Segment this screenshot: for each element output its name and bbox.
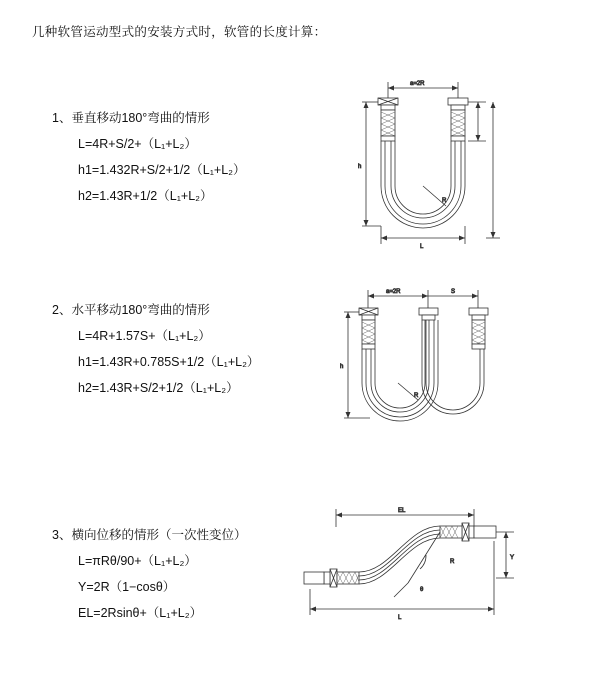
dim-label-a2r-2: a=2R [386, 289, 401, 295]
dim-label-h-2: h [340, 364, 344, 370]
section-2-formula-2: h1=1.43R+0.785S+1/2（L₁+L₂） [78, 355, 260, 369]
page-title: 几种软管运动型式的安装方式时，软管的长度计算： [32, 25, 327, 39]
dim-label-l-3: L [398, 615, 402, 621]
section-1-formula-3: h2=1.43R+1/2（L₁+L₂） [78, 189, 213, 203]
dim-label-r-2: R [414, 393, 419, 399]
dim-label-r-3: R [450, 559, 455, 565]
section-3-text [52, 525, 312, 621]
dim-label-r: R [442, 198, 447, 204]
lateral-offset-svg [290, 497, 570, 637]
section-3-formula-3: EL=2Rsinθ+（L₁+L₂） [78, 606, 203, 620]
section-3-formula-2: Y=2R（1−cosθ） [78, 580, 176, 594]
dim-label-y: Y [510, 555, 515, 561]
lateral-offset-diagram [290, 497, 570, 642]
section-1-formula-2: h1=1.432R+S/2+1/2（L₁+L₂） [78, 163, 246, 177]
section-1-formula-1: L=4R+S/2+（L₁+L₂） [78, 137, 197, 151]
vertical-180-bend-diagram [310, 66, 560, 281]
dim-label-l: L [420, 244, 424, 250]
section-1-title: 1、垂直移动180°弯曲的情形 [52, 111, 210, 125]
section-3-title: 3、横向位移的情形（一次性变位） [52, 528, 247, 542]
dim-label-a2r: a=2R [410, 81, 425, 87]
dim-label-el: EL [398, 508, 406, 514]
horizontal-180-bend-svg [310, 278, 560, 458]
section-3-formula-1: L=πRθ/90+（L₁+L₂） [78, 554, 197, 568]
horizontal-180-bend-diagram [310, 278, 560, 463]
dim-label-s: S [451, 289, 456, 295]
section-1-text [52, 108, 312, 204]
section-2-formula-3: h2=1.43R+S/2+1/2（L₁+L₂） [78, 381, 239, 395]
section-2-formula-1: L=4R+1.57S+（L₁+L₂） [78, 329, 211, 343]
dim-label-h: h [358, 164, 362, 170]
section-2-text [52, 300, 312, 396]
dim-label-theta: θ [420, 587, 424, 593]
vertical-180-bend-svg [310, 66, 560, 276]
section-2-title: 2、水平移动180°弯曲的情形 [52, 303, 210, 317]
